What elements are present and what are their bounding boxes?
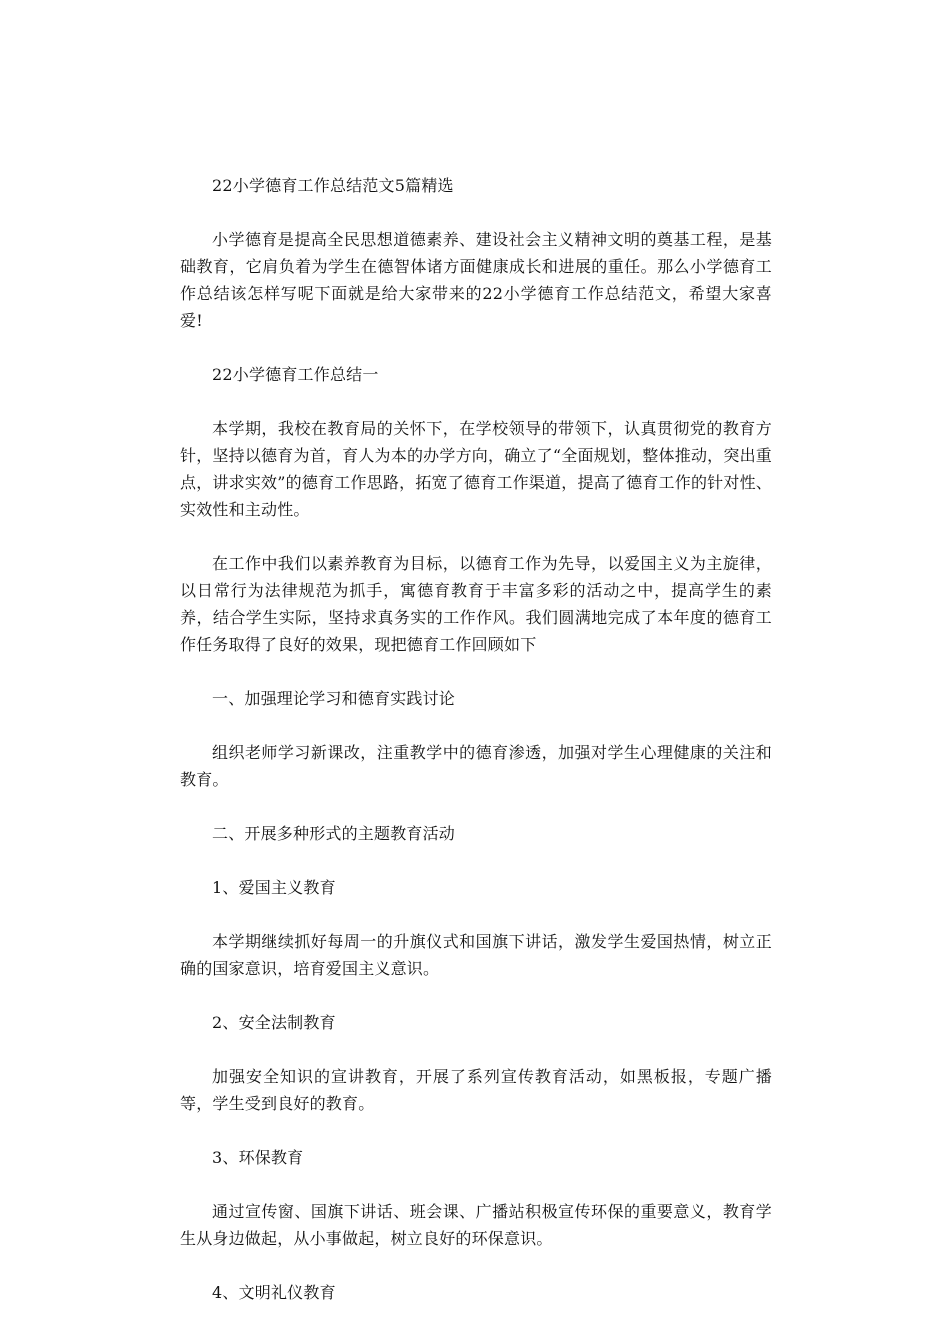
paragraph-5: 加强安全知识的宣讲教育，开展了系列宣传教育活动，如黑板报，专题广播等，学生受到良好的教育。 bbox=[180, 1067, 772, 1113]
document-title: 22小学德育工作总结范文5篇精选 bbox=[212, 176, 454, 195]
paragraph-3: 组织老师学习新课改，注重教学中的德育渗透，加强对学生心理健康的关注和教育。 bbox=[180, 743, 772, 789]
paragraph-2: 在工作中我们以素养教育为目标，以德育工作为先导，以爱国主义为主旋律，以日常行为法律规范为抓手，寓德育教育于丰富多彩的活动之中，提高学生的素养，结合学生实际，坚持求真务实的工作作风。我们圆满地完成了本年度的德育工作任务取得了良好的效果，现把德育工作回顾如下 bbox=[180, 554, 772, 654]
intro-paragraph: 小学德育是提高全民思想道德素养、建设社会主义精神文明的奠基工程，是基础教育，它肩负着为学生在德智体诸方面健康成长和进展的重任。那么小学德育工作总结该怎样写呢下面就是给大家带来的22小学德育工作总结范文，希望大家喜爱! bbox=[180, 230, 772, 330]
section-title: 22小学德育工作总结一 bbox=[212, 365, 379, 384]
spacer bbox=[180, 1171, 772, 1198]
spacer bbox=[180, 901, 772, 928]
heading-1: 一、加强理论学习和德育实践讨论 bbox=[212, 689, 456, 708]
spacer bbox=[180, 1117, 772, 1144]
paragraph-1: 本学期，我校在教育局的关怀下，在学校领导的带领下，认真贯彻党的教育方针，坚持以德育为首，育人为本的办学方向，确立了“全面规划，整体推动，突出重点，讲求实效”的德育工作思路，拓宽了德育工作渠道，提高了德育工作的针对性、实效性和主动性。 bbox=[180, 419, 772, 519]
subheading-1: 1、爱国主义教育 bbox=[212, 878, 336, 897]
spacer bbox=[180, 847, 772, 874]
subheading-4: 4、文明礼仪教育 bbox=[212, 1283, 336, 1302]
subheading-3: 3、环保教育 bbox=[212, 1148, 304, 1167]
spacer bbox=[180, 334, 772, 361]
subheading-2: 2、安全法制教育 bbox=[212, 1013, 336, 1032]
spacer bbox=[180, 1252, 772, 1279]
spacer bbox=[180, 712, 772, 739]
spacer bbox=[180, 658, 772, 685]
spacer bbox=[180, 1036, 772, 1063]
document-body bbox=[180, 172, 772, 1306]
heading-2: 二、开展多种形式的主题教育活动 bbox=[212, 824, 456, 843]
spacer bbox=[180, 388, 772, 415]
spacer bbox=[180, 982, 772, 1009]
paragraph-6: 通过宣传窗、国旗下讲话、班会课、广播站积极宣传环保的重要意义，教育学生从身边做起，从小事做起，树立良好的环保意识。 bbox=[180, 1202, 772, 1248]
spacer bbox=[180, 199, 772, 226]
paragraph-4: 本学期继续抓好每周一的升旗仪式和国旗下讲话，激发学生爱国热情，树立正确的国家意识，培育爱国主义意识。 bbox=[180, 932, 772, 978]
spacer bbox=[180, 523, 772, 550]
spacer bbox=[180, 793, 772, 820]
